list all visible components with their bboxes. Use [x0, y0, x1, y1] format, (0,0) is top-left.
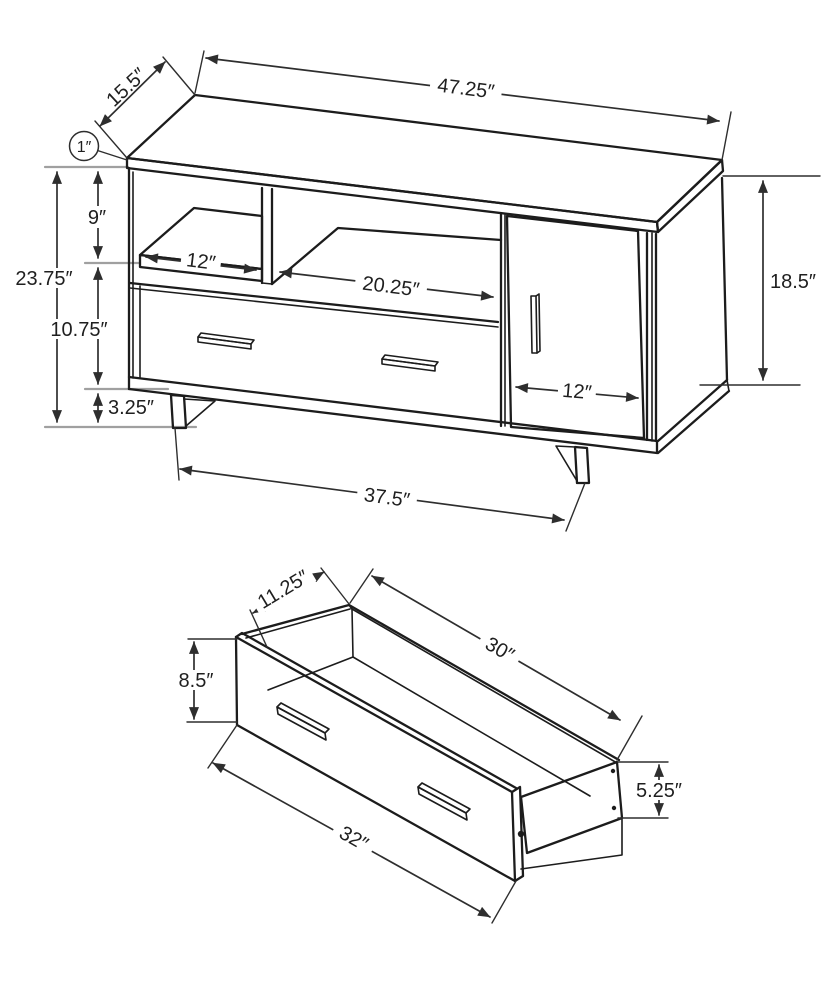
drawer-drawing [172, 563, 687, 923]
dim-front-height [172, 670, 220, 692]
svg-text:20.25″: 20.25″ [361, 272, 421, 302]
front-panel-hole [518, 831, 524, 837]
svg-text:23.75″: 23.75″ [15, 268, 73, 290]
dim-door-width [557, 379, 597, 404]
drawer-handle-left [277, 703, 329, 740]
svg-text:11.25″: 11.25″ [253, 566, 314, 614]
dim-drawer-depth [250, 563, 318, 616]
dim-overall-height [11, 268, 78, 290]
drawer-box [236, 605, 622, 881]
right-leg [556, 446, 589, 483]
cabinet-door [507, 216, 644, 438]
svg-text:1″: 1″ [76, 139, 92, 156]
dim-side-height [770, 271, 816, 293]
drawer-right-side [521, 762, 622, 853]
drawer-handle-right [382, 355, 438, 371]
right-side-panel [722, 178, 727, 380]
drawer-back-panel [349, 605, 619, 760]
thickness-leader-line [96, 150, 127, 160]
svg-text:37.5″: 37.5″ [362, 484, 412, 512]
dim-front-length [329, 818, 378, 859]
dim-side-height [632, 780, 687, 802]
svg-text:8.5″: 8.5″ [178, 670, 214, 692]
drawer-handle-right [418, 783, 470, 820]
svg-text:9″: 9″ [87, 207, 107, 229]
extension-ticks [45, 167, 196, 427]
svg-text:5.25″: 5.25″ [635, 780, 683, 802]
dim-top-width [429, 74, 503, 105]
dim-top-thickness [77, 139, 92, 156]
left-leg [171, 395, 215, 428]
dim-base-clearance [108, 397, 154, 419]
svg-text:30″: 30″ [481, 633, 518, 667]
svg-text:3.25″: 3.25″ [107, 397, 155, 419]
dim-back-length [475, 629, 524, 670]
dim-middle-width [354, 272, 428, 303]
dim-open-height [86, 206, 110, 229]
svg-text:18.5″: 18.5″ [769, 271, 817, 293]
svg-text:47.25″: 47.25″ [436, 74, 496, 104]
svg-text:12″: 12″ [561, 379, 593, 405]
drawer-dimensions [172, 563, 687, 923]
tv-stand-drawing [11, 51, 820, 531]
svg-text:12″: 12″ [184, 249, 217, 275]
door-handle [531, 294, 540, 353]
svg-text:10.75″: 10.75″ [50, 319, 108, 341]
dim-base-width [356, 483, 418, 513]
dim-drawer-height [46, 319, 113, 341]
dim-top-depth [102, 64, 151, 111]
svg-text:15.5″: 15.5″ [102, 63, 152, 112]
drawer-handle-left [198, 333, 254, 349]
svg-text:32″: 32″ [335, 822, 372, 856]
